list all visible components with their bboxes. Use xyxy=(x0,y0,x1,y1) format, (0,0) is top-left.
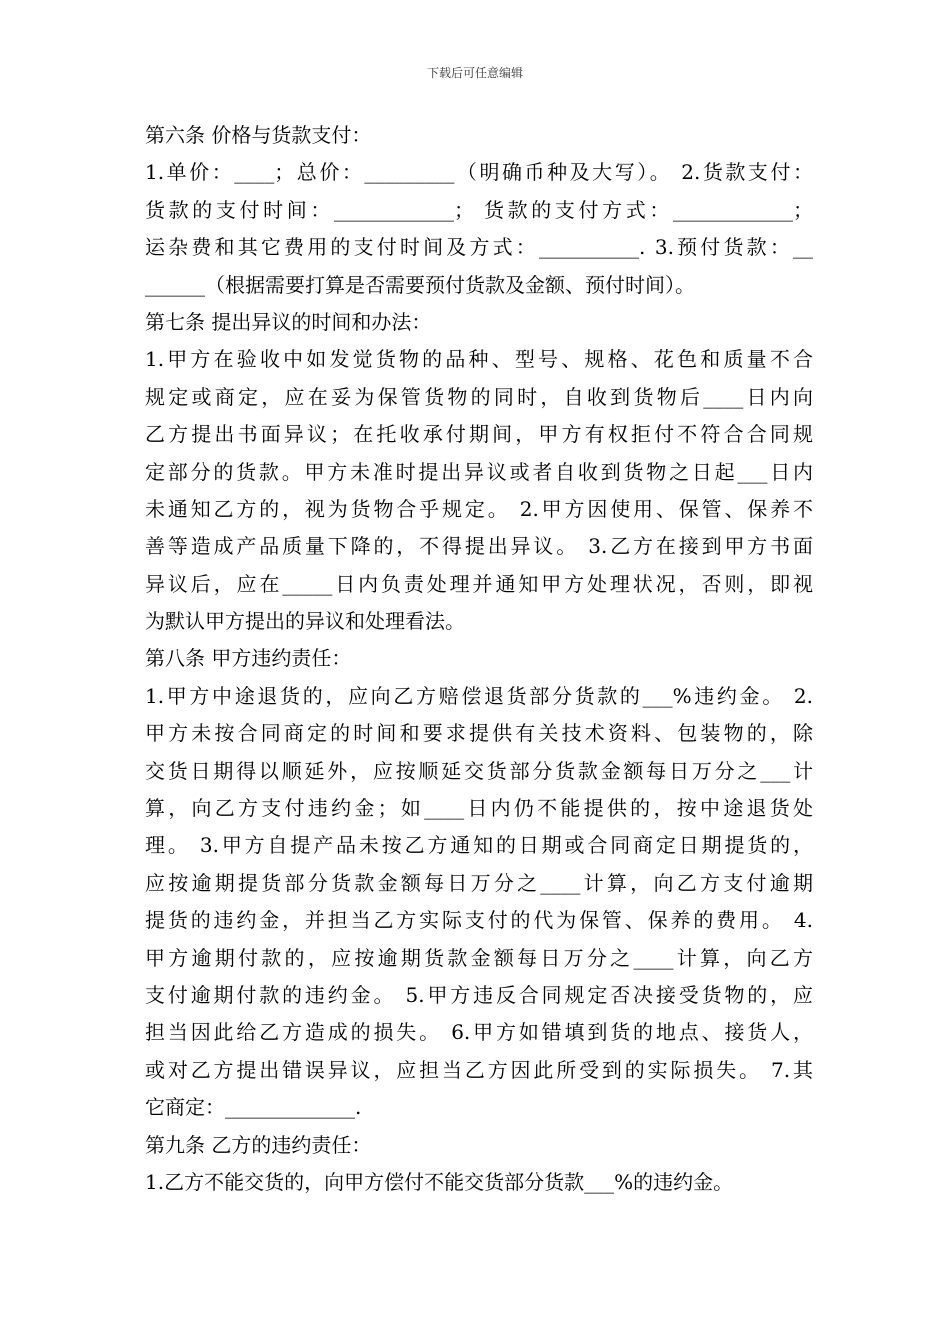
text-line-26: 或对乙方提出错误异议，应担当乙方因此所受到的实际损失。 7.其 xyxy=(145,1057,813,1082)
text-line-8: 规定或商定，应在妥为保管货物的同时，自收到货物后____日内向 xyxy=(145,384,813,409)
text-line-23: 甲方逾期付款的，应按逾期货款金额每日万分之____计算，向乙方 xyxy=(145,945,813,970)
text-line-16: 1.甲方中途退货的，应向乙方赔偿退货部分货款的___%违约金。 2. xyxy=(145,683,813,708)
text-line-14: 为默认甲方提出的异议和处理看法。 xyxy=(145,609,465,634)
text-line-3: 货款的支付时间：____________； 货款的支付方式：____________； xyxy=(145,197,813,222)
text-line-28: 第九条 乙方的违约责任： xyxy=(145,1132,372,1157)
text-line-6: 第七条 提出异议的时间和办法： xyxy=(145,309,432,334)
text-line-29: 1.乙方不能交货的，向甲方偿付不能交货部分货款___%的违约金。 xyxy=(145,1169,734,1194)
text-line-20: 理。 3.甲方自提产品未按乙方通知的日期或合同商定日期提货的， xyxy=(145,833,813,858)
text-line-17: 甲方未按合同商定的时间和要求提供有关技术资料、包装物的，除 xyxy=(145,721,813,746)
text-line-7: 1.甲方在验收中如发觉货物的品种、型号、规格、花色和质量不合 xyxy=(145,347,813,372)
text-line-4: 运杂费和其它费用的支付时间及方式：__________. 3.预付货款：__ xyxy=(145,235,813,260)
text-line-5: ______（根据需要打算是否需要预付货款及金额、预付时间）。 xyxy=(145,272,695,297)
text-line-22: 提货的违约金，并担当乙方实际支付的代为保管、保养的费用。 4. xyxy=(145,908,813,933)
text-line-9: 乙方提出书面异议；在托收承付期间，甲方有权拒付不符合合同规 xyxy=(145,422,813,447)
text-line-1: 第六条 价格与货款支付： xyxy=(145,123,372,147)
text-line-18: 交货日期得以顺延外，应按顺延交货部分货款金额每日万分之___计 xyxy=(145,758,813,783)
page-header: 下载后可任意编辑 xyxy=(426,66,523,80)
text-line-19: 算，向乙方支付违约金；如____日内仍不能提供的，按中途退货处 xyxy=(145,796,813,821)
text-line-11: 未通知乙方的，视为货物合乎规定。 2.甲方因使用、保管、保养不 xyxy=(145,496,813,521)
text-line-2: 1.单价：____；总价：_________（明确币种及大写）。 2.货款支付： xyxy=(145,160,813,185)
text-line-12: 善等造成产品质量下降的，不得提出异议。 3.乙方在接到甲方书面 xyxy=(145,534,813,559)
document-body xyxy=(145,117,813,1201)
text-line-27: 它商定：_____________. xyxy=(145,1095,362,1120)
text-line-10: 定部分的货款。甲方未准时提出异议或者自收到货物之日起___日内 xyxy=(145,459,813,484)
text-line-21: 应按逾期提货部分货款金额每日万分之____计算，向乙方支付逾期 xyxy=(145,870,813,895)
text-line-15: 第八条 甲方违约责任： xyxy=(145,646,352,671)
text-line-13: 异议后，应在_____日内负责处理并通知甲方处理状况，否则，即视 xyxy=(145,571,813,596)
text-line-24: 支付逾期付款的违约金。 5.甲方违反合同规定否决接受货物的，应 xyxy=(145,982,813,1007)
text-line-25: 担当因此给乙方造成的损失。 6.甲方如错填到货的地点、接货人， xyxy=(145,1020,813,1045)
